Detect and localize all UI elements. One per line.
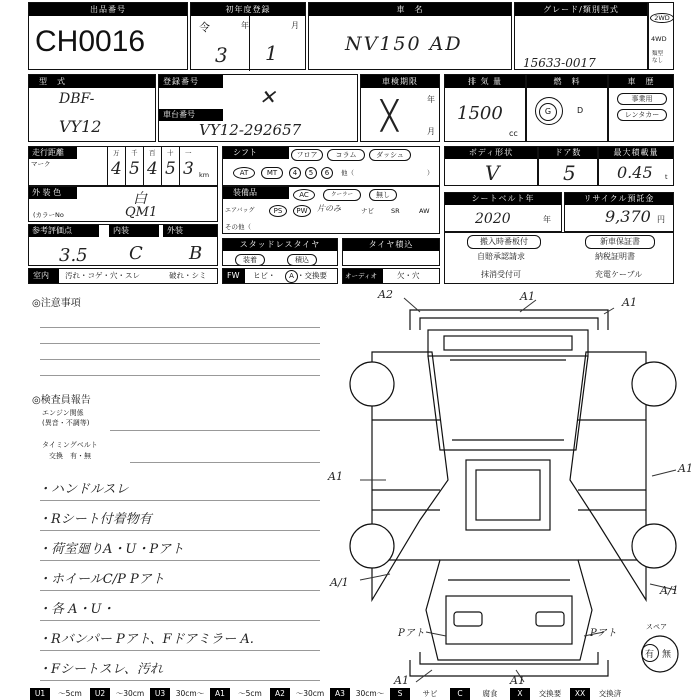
legend-text: 30cm〜 xyxy=(170,688,210,700)
mark-a1-right: A1 xyxy=(678,462,693,475)
legend-code: A1 xyxy=(210,688,230,700)
vehicle-name-label: 車 名 xyxy=(309,3,511,16)
note-line xyxy=(40,327,320,328)
mark-a1-front-right: A1 xyxy=(622,296,637,309)
studless-label: スタッドレスタイヤ xyxy=(223,239,337,251)
mark-a1-rear-left: A/1 xyxy=(330,576,349,589)
inspection-strike: ╳ xyxy=(381,99,398,132)
score-box xyxy=(28,224,218,266)
inspector-item: ・荷室廻りA・U・Pアト xyxy=(38,542,185,557)
mileage-separator xyxy=(143,147,144,185)
studless-box xyxy=(222,238,338,266)
recycle-box xyxy=(564,192,674,232)
history-box xyxy=(608,74,674,142)
cabin-tail: 破れ・シミ xyxy=(169,271,207,280)
engine-line xyxy=(110,430,320,431)
inspector-engine: エンジン関係 (異音・不調等) xyxy=(42,409,90,427)
color-value: 白 xyxy=(133,191,147,207)
legend-text: 〜5cm xyxy=(50,688,90,700)
fw-box xyxy=(222,268,338,284)
inspector-line xyxy=(40,530,320,531)
vehicle-name-box xyxy=(308,2,512,70)
shift-mt: MT xyxy=(261,167,283,179)
inspector-item: ・ホイールC/P Pアト xyxy=(38,572,165,587)
inspector-item: ・Rシート付着物有 xyxy=(38,512,152,527)
model-label: 型 式 xyxy=(29,75,155,88)
first-registration-label: 初年度登録 xyxy=(191,3,305,16)
registration-box xyxy=(158,74,358,142)
legend-text: サビ xyxy=(410,688,450,700)
audio-label: オーディオ xyxy=(345,272,377,280)
doors-value: 5 xyxy=(563,161,576,185)
history-business: 事業用 xyxy=(617,93,667,105)
equipment-box xyxy=(222,186,440,234)
body-type-box xyxy=(444,146,538,186)
wheel-front-left xyxy=(350,362,394,406)
lot-number-label: 出品番号 xyxy=(29,3,187,16)
mileage-box xyxy=(28,146,218,186)
legend-code: S xyxy=(390,688,410,700)
legend-code: U2 xyxy=(90,688,110,700)
doors-label: ドア数 xyxy=(539,147,597,159)
mark-a1-bumper-left: A1 xyxy=(394,674,409,687)
doc-cancel: 抹消受付可 xyxy=(481,270,521,279)
nen-label: 年 xyxy=(241,21,249,30)
inspection-tsuki: 月 xyxy=(427,127,435,136)
legend-code: U1 xyxy=(30,688,50,700)
inspection-box xyxy=(360,74,440,142)
shift-at: AT xyxy=(233,167,255,179)
recycle-unit: 円 xyxy=(657,215,665,224)
doors-box xyxy=(538,146,598,186)
wheel-rear-right xyxy=(632,524,676,568)
body-type-label: ボディ形状 xyxy=(445,147,537,159)
fuel-d: D xyxy=(577,106,584,115)
chassis-value: VY12-292657 xyxy=(199,121,302,139)
shift-other-close: ） xyxy=(427,169,434,177)
legend-code: A2 xyxy=(270,688,290,700)
wheel-rear-left xyxy=(350,524,394,568)
drive-type-box xyxy=(648,2,674,70)
legend-code: A3 xyxy=(330,688,350,700)
rear-gate xyxy=(446,596,572,644)
fuel-box xyxy=(526,74,608,142)
cabin-label: 室内 xyxy=(33,271,49,280)
inspector-item: ・各 A・U・ xyxy=(38,602,115,617)
first-reg-year: 3 xyxy=(215,43,228,67)
studless-mounted: 装着 xyxy=(235,254,265,266)
inspector-item: ・Rバンパー Pアト、Fドアミラー A. xyxy=(38,632,254,647)
legend-code: X xyxy=(510,688,530,700)
mileage-unit-label: 百 xyxy=(149,149,156,157)
grade-value: 15633-0017 xyxy=(523,56,596,70)
drive-4wd: 4WD xyxy=(651,35,667,43)
shift-column: コラム xyxy=(327,149,365,161)
mileage-digit: 4 xyxy=(111,159,122,179)
mark-a1-rear-right: A/1 xyxy=(660,584,679,597)
recycle-value: 9,370 xyxy=(605,207,651,226)
legend-text: 〜30cm xyxy=(110,688,150,700)
score-label: 参考評価点 xyxy=(32,226,72,235)
shift-box xyxy=(222,146,440,186)
mark-p-rear-left: Pアト xyxy=(398,628,425,639)
audio-value: 欠・穴 xyxy=(397,271,420,280)
equip-navi: ナビ xyxy=(361,207,374,215)
model-box xyxy=(28,74,156,142)
mileage-unit-label: 一 xyxy=(185,149,192,157)
capacity-label: 最大積載量 xyxy=(599,147,673,159)
doc-insurance: 自賠承認請求 xyxy=(477,252,525,261)
cabin-box xyxy=(28,268,218,284)
inspector-line xyxy=(40,620,320,621)
documents-box xyxy=(444,232,674,284)
mileage-separator xyxy=(125,147,126,185)
spare-alt: 無 xyxy=(662,650,672,660)
mileage-mark: マーク xyxy=(31,160,51,168)
drive-none: 類型 なし xyxy=(652,51,664,64)
vehicle-name-value: NV150 AD xyxy=(345,33,463,55)
displacement-box xyxy=(444,74,526,142)
roof xyxy=(428,356,588,450)
seatbelt-box xyxy=(444,192,562,232)
legend-code: C xyxy=(450,688,470,700)
lot-number-box xyxy=(28,2,188,70)
tsuki-label: 月 xyxy=(291,21,299,30)
fw-text: ヒビ・ xyxy=(253,271,276,280)
doc-warranty: 新車保証書 xyxy=(585,235,655,249)
shift-floor: フロア xyxy=(291,149,323,161)
equip-cooler: クーラー xyxy=(323,189,361,201)
shift-5: 5 xyxy=(305,167,317,179)
fuel-g-mark xyxy=(535,97,563,125)
color-label: 外 装 色 xyxy=(32,188,62,197)
capacity-box xyxy=(598,146,674,186)
note-line xyxy=(40,343,320,344)
inspector-line xyxy=(40,650,320,651)
hood xyxy=(428,330,588,356)
exterior-label: 外装 xyxy=(167,226,183,235)
doc-cable: 充電ケーブル xyxy=(595,270,643,279)
fw-tail: ・交換要 xyxy=(297,271,327,280)
shift-other: 他（ xyxy=(341,169,354,177)
seatbelt-unit: 年 xyxy=(543,215,551,224)
mileage-unit-label: 万 xyxy=(113,149,120,157)
drive-2wd: 2WD xyxy=(650,13,674,23)
inspection-nen: 年 xyxy=(427,95,435,104)
note-line xyxy=(40,375,320,376)
seatbelt-value: 2020 xyxy=(475,211,511,227)
mileage-separator xyxy=(107,147,108,185)
inspector-line xyxy=(40,500,320,501)
color-code-label: (カラーNo xyxy=(33,211,64,219)
equip-pw: PW xyxy=(293,205,311,217)
color-code-value: QM1 xyxy=(125,205,158,220)
equip-sr: SR xyxy=(391,207,400,215)
vehicle-diagram xyxy=(330,288,700,688)
interior-value: C xyxy=(129,243,143,264)
equip-other: その他（ xyxy=(225,223,251,231)
body-type-value: V xyxy=(485,161,500,185)
legend-text: 交換済 xyxy=(590,688,630,700)
mileage-digit: 3 xyxy=(183,159,194,179)
legend-text: 交換要 xyxy=(530,688,570,700)
inspector-line xyxy=(40,560,320,561)
era-glyph: 令 xyxy=(199,21,210,34)
score-value: 3.5 xyxy=(59,245,88,266)
mileage-km: km xyxy=(199,171,210,179)
equip-ps: PS xyxy=(269,205,287,217)
legend-code: U3 xyxy=(150,688,170,700)
displacement-value: 1500 xyxy=(457,103,503,124)
first-registration-box xyxy=(190,2,306,70)
reg-divider xyxy=(249,16,250,71)
capacity-value: 0.45 xyxy=(617,163,653,182)
mileage-unit-label: 十 xyxy=(167,149,174,157)
chassis-label: 車台番号 xyxy=(163,110,195,119)
inspector-item: ・Fシートスレ、汚れ xyxy=(38,662,163,677)
legend-text: 30cm〜 xyxy=(350,688,390,700)
belt-line xyxy=(130,462,320,463)
spare-value-mark xyxy=(641,644,659,662)
mark-a1-front: A1 xyxy=(520,290,535,303)
legend-text: 〜30cm xyxy=(290,688,330,700)
shift-label: シフト xyxy=(233,148,257,157)
equip-none: 無し xyxy=(369,189,397,201)
legend-text: 腐食 xyxy=(470,688,510,700)
recycle-label: リサイクル預託金 xyxy=(565,193,673,205)
grade-box xyxy=(514,2,648,70)
color-box xyxy=(28,186,218,222)
fuel-label: 燃 料 xyxy=(527,75,607,88)
tire-load-box xyxy=(342,238,440,266)
inspector-title: ◎検査員報告 xyxy=(32,395,91,406)
history-rental: レンタカー xyxy=(617,109,667,121)
mileage-separator xyxy=(179,147,180,185)
first-reg-month: 1 xyxy=(265,41,278,65)
lot-number-value: CH0016 xyxy=(35,25,146,58)
wheel-front-right xyxy=(632,362,676,406)
equip-airbag: エアバッグ xyxy=(225,207,255,214)
mileage-separator xyxy=(161,147,162,185)
fuel-g: G xyxy=(539,103,557,121)
equipment-label: 装備品 xyxy=(233,188,257,197)
equip-pw-note: 片のみ xyxy=(317,204,341,213)
shift-6: 6 xyxy=(321,167,333,179)
registration-strike: ✕ xyxy=(259,85,276,109)
tire-load-label: タイヤ積込 xyxy=(343,239,439,251)
rear-bumper xyxy=(420,652,598,664)
mileage-unit-label: 千 xyxy=(131,149,138,157)
mileage-label: 走行距離 xyxy=(32,148,64,157)
cabin-text: 汚れ・コゲ・穴・スレ xyxy=(65,271,140,280)
audio-box xyxy=(342,268,440,284)
front-bumper xyxy=(410,310,608,330)
mileage-digit: 4 xyxy=(147,159,158,179)
rear-body xyxy=(426,560,592,660)
inspector-line xyxy=(40,590,320,591)
mark-a1-bumper-center: A1 xyxy=(510,674,525,687)
mark-a1-left: A1 xyxy=(328,470,343,483)
grade-label: グレード/類別型式 xyxy=(515,3,647,16)
inspector-item: ・ハンドルスレ xyxy=(38,482,129,497)
mileage-digit: 5 xyxy=(129,159,140,179)
displacement-label: 排 気 量 xyxy=(445,75,525,88)
doc-tax: 納税証明書 xyxy=(595,252,635,261)
mark-p-rear-right: Pアト xyxy=(590,628,617,639)
equip-ac: AC xyxy=(293,189,315,201)
note-line xyxy=(40,359,320,360)
studless-loaded: 積込 xyxy=(287,254,317,266)
interior-label: 内装 xyxy=(113,226,129,235)
mark-a2-front-left: A2 xyxy=(378,288,393,301)
spare-label: スペア xyxy=(646,623,667,631)
doc-plate: 搬入時番板付 xyxy=(467,235,541,249)
shift-4: 4 xyxy=(289,167,301,179)
model-line1: DBF- xyxy=(59,91,95,107)
notes-title: ◎注意事項 xyxy=(32,298,81,309)
mileage-digit: 5 xyxy=(165,159,176,179)
registration-label: 登録番号 xyxy=(159,75,223,88)
inspector-belt: タイミングベルト 交換 有・無 xyxy=(42,441,98,460)
fw-label: FW xyxy=(227,271,240,280)
inspection-label: 車検期限 xyxy=(361,75,439,88)
equip-aw: AW xyxy=(419,207,430,215)
seatbelt-label: シートベルト年 xyxy=(445,193,561,205)
exterior-value: B xyxy=(189,243,203,264)
fw-a: A xyxy=(285,270,298,283)
history-label: 車 歴 xyxy=(609,75,673,88)
capacity-unit: t xyxy=(665,173,668,181)
shift-dash: ダッシュ xyxy=(369,149,411,161)
displacement-unit: cc xyxy=(509,129,518,138)
legend-text: 〜5cm xyxy=(230,688,270,700)
spare-value: 有 xyxy=(645,650,655,660)
legend-code: XX xyxy=(570,688,590,700)
model-line2: VY12 xyxy=(59,117,102,136)
inspector-line xyxy=(40,680,320,681)
